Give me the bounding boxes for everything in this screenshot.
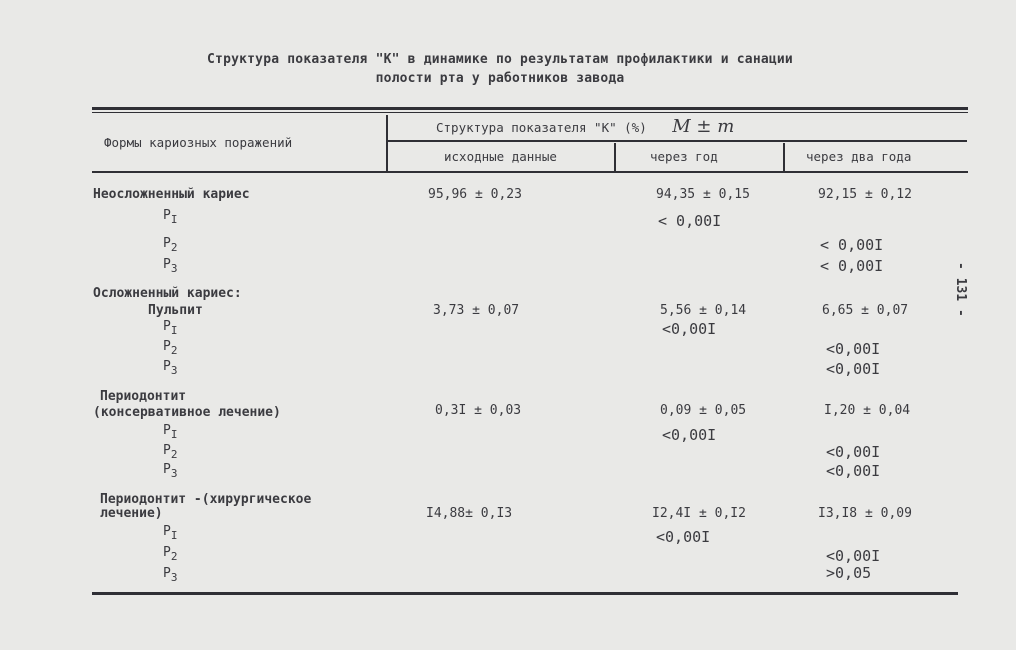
row-periodontitis-surg-p1: $P_I$	[163, 524, 178, 542]
row-periodontitis-surg-two: I3,I8 ± 0,09	[818, 506, 912, 521]
table-bottom-rule	[92, 592, 958, 595]
row-periodontitis-surg-p3: $P_3$	[163, 566, 178, 584]
title-line-2: полости рта у работников завода	[375, 71, 625, 86]
header-divider-1	[386, 115, 388, 172]
row-pulpitis-p3-two: <0,00I	[826, 360, 881, 378]
row-pulpitis-two: 6,65 ± 0,07	[822, 303, 909, 318]
row-pulpitis-p3: $P_3$	[163, 359, 178, 377]
row-periodontitis-cons-p1: $P_I$	[163, 423, 178, 441]
header-two-years: через два года	[806, 149, 912, 164]
row-periodontitis-surg-p1-year: <0,00I	[656, 528, 711, 546]
row-pulpitis-initial: 3,73 ± 0,07	[433, 303, 520, 318]
row-uncomplicated-initial: 95,96 ± 0,23	[428, 187, 522, 202]
row-periodontitis-surg-label-1: Периодонтит -(хирургическое	[100, 492, 312, 507]
title-line-1: Структура показателя "К" в динамике по результатам профилактики и санации	[207, 52, 793, 67]
row-uncomplicated-label: Неосложненный кариес	[93, 187, 250, 202]
row-uncomplicated-p2: $P_2$	[163, 236, 178, 254]
row-uncomplicated-p1: $P_I$	[163, 208, 178, 226]
row-periodontitis-surg-label-2: лечение)	[100, 506, 163, 521]
row-uncomplicated-year: 94,35 ± 0,15	[656, 187, 750, 202]
row-periodontitis-cons-initial: 0,3I ± 0,03	[435, 403, 522, 418]
row-periodontitis-surg-p2-two: <0,00I	[826, 547, 881, 565]
row-periodontitis-cons-two: I,20 ± 0,04	[824, 403, 911, 418]
table-top-rule	[92, 107, 968, 110]
row-periodontitis-cons-label-1: Периодонтит	[100, 389, 187, 404]
header-mpm: M ± m	[672, 116, 735, 137]
row-pulpitis-p1: $P_I$	[163, 319, 178, 337]
row-pulpitis-p1-year: <0,00I	[662, 320, 717, 338]
header-year: через год	[650, 149, 718, 164]
row-periodontitis-cons-p2: $P_2$	[163, 443, 178, 461]
header-divider-3	[783, 143, 785, 172]
page-number: - 131 -	[953, 262, 968, 317]
table-top-rule-thin	[92, 112, 968, 113]
row-pulpitis-p2-two: <0,00I	[826, 340, 881, 358]
subheader-top-rule	[387, 140, 967, 142]
row-pulpitis-label: Пульпит	[148, 303, 203, 318]
header-initial: исходные данные	[444, 149, 557, 164]
row-periodontitis-cons-p1-year: <0,00I	[662, 426, 717, 444]
row-periodontitis-cons-year: 0,09 ± 0,05	[660, 403, 747, 418]
row-pulpitis-p2: $P_2$	[163, 339, 178, 357]
header-structure-label: Структура показателя "К" (%)	[436, 120, 647, 135]
row-periodontitis-cons-label-2: (консервативное лечение)	[93, 405, 281, 420]
row-periodontitis-surg-initial: I4,88± 0,I3	[426, 506, 513, 521]
row-uncomplicated-p3-two: < 0,00I	[820, 257, 884, 275]
row-periodontitis-surg-p3-two: >0,05	[826, 564, 872, 582]
row-periodontitis-cons-p2-two: <0,00I	[826, 443, 881, 461]
row-periodontitis-surg-p2: $P_2$	[163, 545, 178, 563]
row-uncomplicated-p1-year: < 0,00I	[658, 212, 722, 230]
row-uncomplicated-p2-two: < 0,00I	[820, 236, 884, 254]
row-periodontitis-cons-p3: $P_3$	[163, 462, 178, 480]
header-forms: Формы кариозных поражений	[104, 135, 293, 150]
row-periodontitis-surg-year: I2,4I ± 0,I2	[652, 506, 746, 521]
row-uncomplicated-two: 92,15 ± 0,12	[818, 187, 912, 202]
header-bottom-rule	[92, 171, 968, 173]
row-complicated-label: Осложненный кариес:	[93, 286, 242, 301]
row-periodontitis-cons-p3-two: <0,00I	[826, 462, 881, 480]
header-structure	[436, 116, 734, 137]
table-title	[150, 50, 850, 88]
header-divider-2	[614, 143, 616, 172]
row-uncomplicated-p3: $P_3$	[163, 257, 178, 275]
row-pulpitis-year: 5,56 ± 0,14	[660, 303, 747, 318]
